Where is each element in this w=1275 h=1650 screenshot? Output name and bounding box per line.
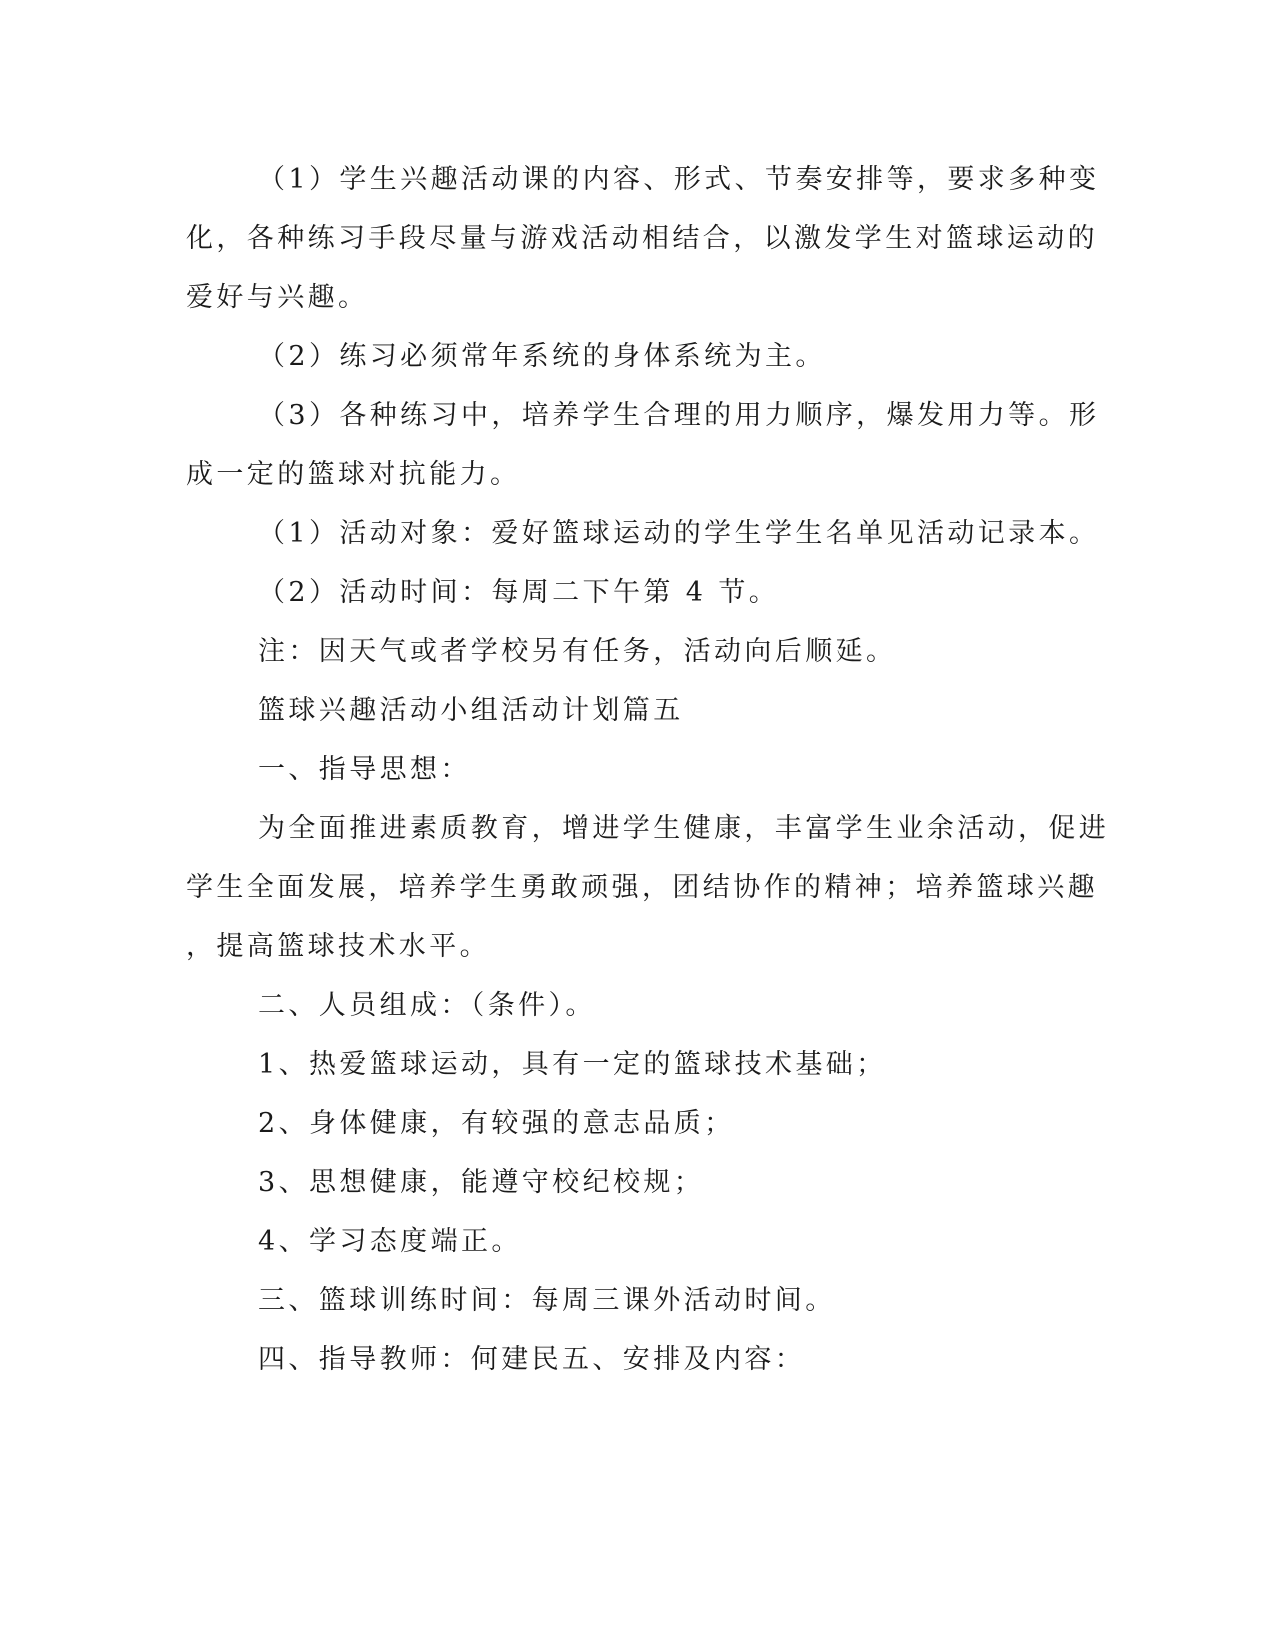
paragraph-line: （1）活动对象：爱好篮球运动的学生学生名单见活动记录本。 [258, 518, 1100, 549]
section-heading: 篮球兴趣活动小组活动计划篇五 [258, 695, 684, 726]
list-item: 2、身体健康，有较强的意志品质； [258, 1108, 735, 1139]
list-item: 3、思想健康，能遵守校纪校规； [258, 1167, 705, 1198]
paragraph-line: 化，各种练习手段尽量与游戏活动相结合，以激发学生对篮球运动的 [186, 223, 1098, 254]
paragraph-line: （1）学生兴趣活动课的内容、形式、节奏安排等，要求多种变 [258, 164, 1100, 195]
section-heading: 二、人员组成：（条件）。 [258, 990, 596, 1021]
list-item: 4、学习态度端正。 [258, 1226, 522, 1257]
paragraph-line: ，提高篮球技术水平。 [186, 931, 490, 962]
paragraph-line: 注：因天气或者学校另有任务，活动向后顺延。 [258, 636, 897, 667]
paragraph-line: （2）活动时间：每周二下午第 4 节。 [258, 577, 780, 608]
section-heading: 一、指导思想： [258, 754, 471, 785]
paragraph-line: 爱好与兴趣。 [186, 282, 369, 313]
paragraph-line: 学生全面发展，培养学生勇敢顽强，团结协作的精神；培养篮球兴趣 [186, 872, 1098, 903]
section-heading: 四、指导教师：何建民五、安排及内容： [258, 1344, 806, 1375]
section-heading: 三、篮球训练时间：每周三课外活动时间。 [258, 1285, 836, 1316]
paragraph-line: （2）练习必须常年系统的身体系统为主。 [258, 341, 826, 372]
list-item: 1、热爱篮球运动，具有一定的篮球技术基础； [258, 1049, 887, 1080]
paragraph-line: 成一定的篮球对抗能力。 [186, 459, 521, 490]
paragraph-line: （3）各种练习中，培养学生合理的用力顺序，爆发用力等。形 [258, 400, 1100, 431]
paragraph-line: 为全面推进素质教育，增进学生健康，丰富学生业余活动，促进 [258, 813, 1110, 844]
